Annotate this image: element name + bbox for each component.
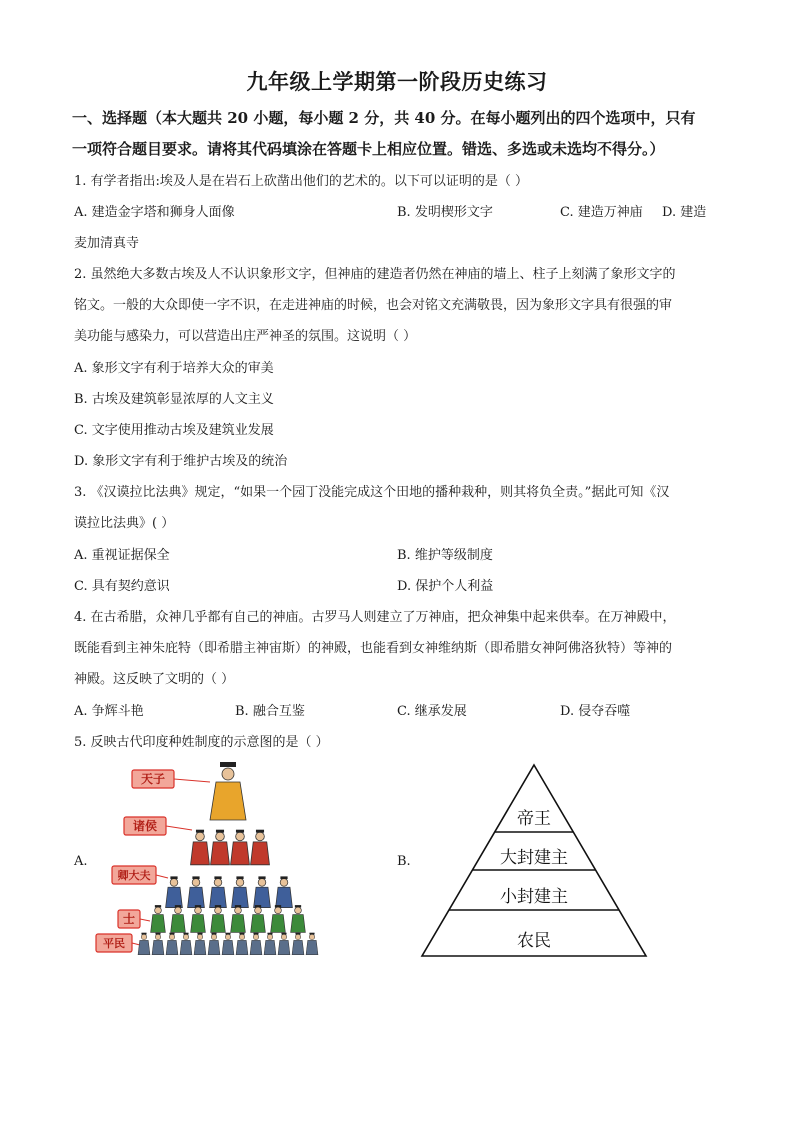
q1-option-d: D. 建造 xyxy=(662,205,707,220)
scholars-row xyxy=(151,905,306,932)
q4-stem-line2: 既能看到主神朱庇特（即希腊主神宙斯）的神殿，也能看到女神维纳斯（即希腊女神阿佛洛狄特）等神的 xyxy=(74,641,673,656)
label-zhuhou xyxy=(124,817,192,835)
emperor-figure xyxy=(210,762,246,820)
q4-option-d: D. 侵夺吞噬 xyxy=(560,704,631,719)
svg-text:平民: 平民 xyxy=(103,937,125,950)
svg-text:卿大夫: 卿大夫 xyxy=(117,869,151,882)
section-header-line2: 一项符合题目要求。请将其代码填涂在答题卡上相应位置。错选、多选或未选均不得分。） xyxy=(72,140,665,158)
pyramid-tier-3: 小封建主 xyxy=(500,887,568,907)
q4-stem-line3: 神殿。这反映了文明的（ ） xyxy=(74,672,235,687)
ministers-row xyxy=(166,876,293,907)
q2-option-a: A. 象形文字有利于培养大众的审美 xyxy=(74,361,274,376)
svg-text:诸侯: 诸侯 xyxy=(132,819,158,833)
q3-option-a: A. 重视证据保全 xyxy=(74,548,170,563)
q3-option-b: B. 维护等级制度 xyxy=(397,548,493,563)
q4-option-c: C. 继承发展 xyxy=(397,704,467,719)
q5-option-a-label: A. xyxy=(74,854,88,869)
q3-option-d: D. 保护个人利益 xyxy=(397,579,494,594)
q2-option-d: D. 象形文字有利于维护古埃及的统治 xyxy=(74,454,288,469)
label-tianzi xyxy=(132,770,210,788)
svg-text:天子: 天子 xyxy=(140,772,166,786)
label-shi xyxy=(118,910,150,928)
q3-option-c: C. 具有契约意识 xyxy=(74,579,170,594)
q2-option-b: B. 古埃及建筑彰显浓厚的人文主义 xyxy=(74,392,274,407)
label-qingdafu xyxy=(112,866,168,884)
pyramid-figure xyxy=(418,762,650,960)
q5-stem: 5. 反映古代印度种姓制度的示意图的是（ ） xyxy=(74,735,329,750)
q3-stem-line2: 谟拉比法典》( ） xyxy=(74,516,175,531)
q1-option-c: C. 建造万神庙 xyxy=(560,205,643,220)
svg-text:士: 士 xyxy=(122,912,136,926)
pyramid-tier-2: 大封建主 xyxy=(500,848,568,868)
q1-stem: 1. 有学者指出:埃及人是在岩石上砍凿出他们的艺术的。以下可以证明的是（ ） xyxy=(74,174,529,189)
commoners-row xyxy=(138,933,318,955)
q4-option-a: A. 争辉斗艳 xyxy=(74,704,144,719)
q4-option-b: B. 融合互鉴 xyxy=(235,704,305,719)
q2-stem-line3: 美功能与感染力，可以营造出庄严神圣的氛围。这说明（ ） xyxy=(74,329,417,344)
page-title: 九年级上学期第一阶段历史练习 xyxy=(246,69,548,94)
q1-option-d-continued: 麦加清真寺 xyxy=(74,236,140,251)
label-pingmin xyxy=(96,934,140,952)
q2-option-c: C. 文字使用推动古埃及建筑业发展 xyxy=(74,423,274,438)
q2-stem-line2: 铭文。一般的大众即使一字不识，在走进神庙的时候，也会对铭文充满敬畏，因为象形文字具有很强的审 xyxy=(74,298,673,313)
q1-option-a: A. 建造金字塔和狮身人面像 xyxy=(74,205,235,220)
q3-stem-line1: 3. 《汉谟拉比法典》规定，“如果一个园丁没能完成这个田地的播种栽种，则其将负全责。”据此可知《汉 xyxy=(74,485,670,500)
q2-stem-line1: 2. 虽然绝大多数古埃及人不认识象形文字，但神庙的建造者仍然在神庙的墙上、柱子上刻满了象形文字的 xyxy=(74,267,676,282)
pyramid-tier-4: 农民 xyxy=(517,931,551,951)
q1-option-b: B. 发明楔形文字 xyxy=(397,205,493,220)
q5-option-b-label: B. xyxy=(397,854,411,869)
lords-row xyxy=(191,830,270,865)
q4-stem-line1: 4. 在古希腊，众神几乎都有自己的神庙。古罗马人则建立了万神庙，把众神集中起来供奉。在万神殿中， xyxy=(74,610,676,625)
pyramid-tier-1: 帝王 xyxy=(517,809,551,829)
section-header-line1: 一、选择题（本大题共 20 小题，每小题 2 分，共 40 分。在每小题列出的四个选项中，只有 xyxy=(72,109,696,127)
feudal-hierarchy-figure xyxy=(92,762,332,962)
